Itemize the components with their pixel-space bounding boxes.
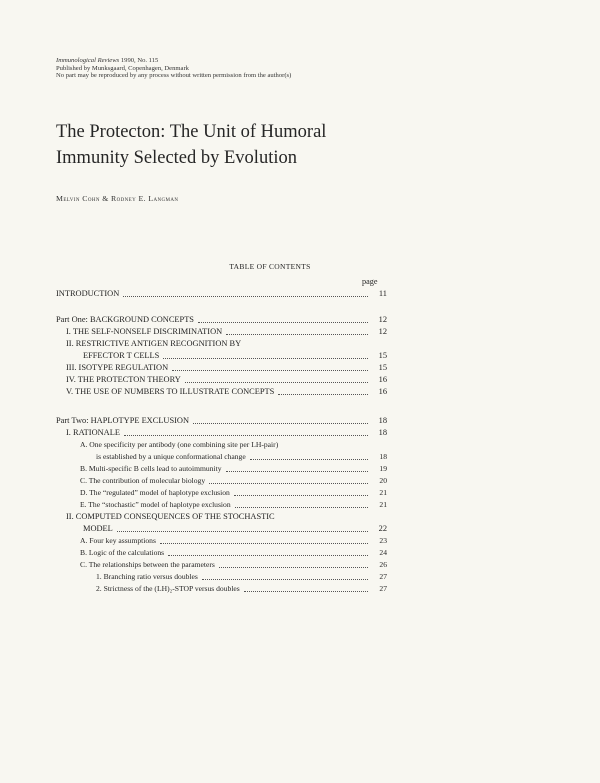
dot-leader [117,531,368,532]
toc-entry-text: 2. Strictness of the (LH)₂-STOP versus doubles [96,584,240,593]
toc-entry [66,363,387,373]
dot-leader [124,435,368,436]
toc-entry [66,327,387,337]
dot-leader [123,296,368,297]
toc-entry-page: 24 [379,548,387,557]
dot-leader [226,334,368,335]
dot-leader [168,555,368,556]
dot-leader [219,567,368,568]
toc-entry-page: 15 [378,363,387,372]
toc-entry-page: 15 [378,351,387,360]
dot-leader [163,358,368,359]
toc-entry-text: D. The “regulated” model of haplotype exclusion [80,488,230,497]
dot-leader [185,382,368,383]
toc-subsubentry [96,584,387,594]
toc-entry-text: Part Two: HAPLOTYPE EXCLUSION [56,416,190,425]
toc-entry-text: IV. THE PROTECTON THEORY [66,375,181,384]
toc-entry-text: I. THE SELF-NONSELF DISCRIMINATION [66,327,223,336]
journal-citation [56,57,291,65]
journal-name: Immunological Reviews [56,57,120,64]
dot-leader [278,394,368,395]
dot-leader [202,579,368,580]
publisher-line: Published by Munksgaard, Copenhagen, Denmark [56,64,189,72]
toc-entry-text: II. RESTRICTIVE ANTIGEN RECOGNITION BY [66,339,242,348]
toc-entry-text: is established by a unique conformational change [96,452,246,461]
toc-subsubentry [96,572,387,582]
toc-entry-text: A. Four key assumptions [80,536,156,545]
toc-entry-text: 1. Branching ratio versus doubles [96,572,198,581]
toc-entry-text: EFFECTOR T CELLS [83,351,160,360]
toc-entry-introduction [56,289,387,299]
toc-entry-text: B. Multi-specific B cells lead to autoimmunity [80,464,222,473]
toc-entry-text: A. One specificity per antibody (one combining site per LH-pair) [80,440,279,449]
dot-leader [172,370,368,371]
dot-leader [234,495,368,496]
toc-subentry [80,488,387,498]
dot-leader [235,507,368,508]
title-line-1: The Protecton: The Unit of Humoral [56,122,327,142]
toc-entry [66,375,387,385]
toc-entry-continued [83,351,387,361]
toc-entry-page: 18 [378,428,387,437]
toc-subentry-continued [96,452,387,462]
toc-entry [66,339,387,349]
toc-entry-page: 12 [378,327,387,336]
toc-entry-text: Part One: BACKGROUND CONCEPTS [56,315,194,324]
toc-entry-text: B. Logic of the calculations [80,548,165,557]
masthead [56,57,291,80]
toc-entry-page: 16 [378,387,387,396]
journal-issue: 1990, No. 115 [120,57,159,64]
toc-entry-text: E. The “stochastic” model of haplotype exclusion [80,500,231,509]
toc-subentry [80,476,387,486]
dot-leader [193,423,368,424]
dot-leader [244,591,368,592]
title-line-2: Immunity Selected by Evolution [56,148,297,168]
toc-entry-text: C. The relationships between the parameters [80,560,215,569]
article-title [56,119,326,171]
rights-line: No part may be reproduced by any process without written permission from the author(s) [56,72,292,80]
toc-entry [66,428,387,438]
toc-entry-text: I. RATIONALE [66,428,120,437]
toc-entry-page: 23 [379,536,387,545]
toc-entry-text: MODEL [83,524,113,533]
toc-entry-page: 21 [379,500,387,509]
toc-entry-page: 20 [379,476,387,485]
toc-entry-page: 27 [379,584,387,593]
toc-entry-page: 18 [379,452,387,461]
toc-entry-text: V. THE USE OF NUMBERS TO ILLUSTRATE CONCEPTS [66,387,275,396]
toc-entry-page: 22 [378,524,387,533]
toc-entry-continued [83,524,387,534]
dot-leader [209,483,368,484]
toc-entry-page: 18 [378,416,387,425]
dot-leader [250,459,368,460]
toc-entry [66,387,387,397]
toc-entry-page: 26 [379,560,387,569]
toc-heading: TABLE OF CONTENTS [229,262,311,271]
toc-subentry [80,560,387,570]
toc-entry-page: 27 [379,572,387,581]
dot-leader [198,322,368,323]
authors: Melvin Cohn & Rodney E. Langman [56,194,179,203]
toc-entry-page: 21 [379,488,387,497]
toc-entry [66,512,387,522]
toc-entry-text: II. COMPUTED CONSEQUENCES OF THE STOCHASTIC [66,512,275,521]
toc-entry-page: 12 [378,315,387,324]
toc-entry-part-two [56,416,387,426]
dot-leader [226,471,368,472]
toc-subentry [80,440,387,450]
toc-entry-page: 16 [378,375,387,384]
toc-subentry [80,500,387,510]
toc-subentry [80,536,387,546]
toc-subentry [80,464,387,474]
toc-entry-text: INTRODUCTION [56,289,120,298]
dot-leader [160,543,368,544]
toc-entry-part-one [56,315,387,325]
toc-entry-text: C. The contribution of molecular biology [80,476,206,485]
toc-entry-page: 19 [379,464,387,473]
toc-subentry [80,548,387,558]
toc-page-label: page [362,277,378,286]
toc-entry-page: 11 [378,289,387,298]
toc-entry-text: III. ISOTYPE REGULATION [66,363,169,372]
